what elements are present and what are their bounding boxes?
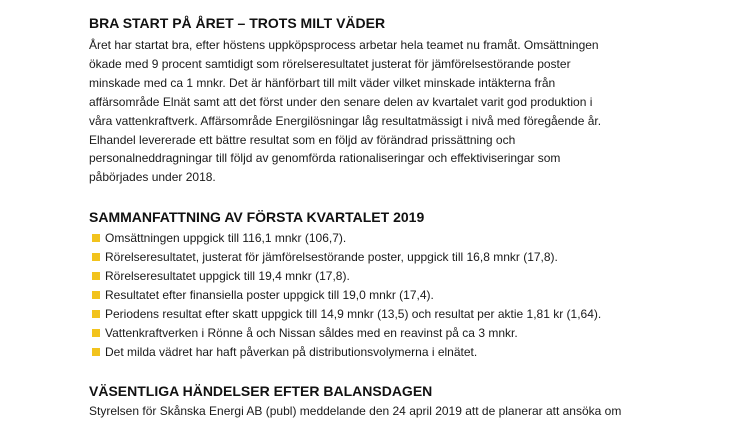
list-item-text: Vattenkraftverken i Rönne å och Nissan såldes med en reavinst på ca 3 mnkr. (105, 326, 518, 340)
section-heading-summary-q1: SAMMANFATTNING AV FÖRSTA KVARTALET 2019 (89, 209, 425, 225)
summary-bullet-list (89, 229, 601, 362)
list-item-text: Periodens resultat efter skatt uppgick till 14,9 mnkr (13,5) och resultat per aktie 1,81 kr (1,64). (105, 307, 602, 321)
list-item-text: Rörelseresultatet, justerat för jämförelsestörande poster, uppgick till 16,8 mnkr (17,8). (105, 250, 558, 264)
list-item (89, 343, 601, 362)
paragraph-line: ökade med 9 procent samtidigt som rörelseresultatet justerat för jämförelsestörande poster (89, 56, 571, 71)
list-item-text: Omsättningen uppgick till 116,1 mnkr (106,7). (105, 231, 347, 245)
paragraph-line: påbörjades under 2018. (89, 170, 216, 185)
list-item (89, 229, 601, 248)
list-item-text: Rörelseresultatet uppgick till 19,4 mnkr (17,8). (105, 269, 350, 283)
square-bullet-icon (92, 253, 100, 261)
list-item (89, 248, 601, 267)
paragraph-line: personalneddragningar till följd av genomförda rationaliseringar och effektiviseringar som (89, 151, 561, 166)
paragraph-line: Elhandel levererade ett bättre resultat som en följd av förändrad prissättning och (89, 132, 516, 147)
square-bullet-icon (92, 310, 100, 318)
square-bullet-icon (92, 272, 100, 280)
section-paragraph-events: Styrelsen för Skånska Energi AB (publ) meddelande den 24 april 2019 att de planerar att ansöka om (89, 404, 622, 418)
section-heading-events-after-balance-date: VÄSENTLIGA HÄNDELSER EFTER BALANSDAGEN (89, 383, 433, 399)
paragraph-line: Året har startat bra, efter höstens uppköpsprocess arbetar hela teamet nu framåt. Omsättningen (89, 38, 599, 52)
section-paragraph-good-start (89, 36, 729, 187)
paragraph-line: minskade med ca 1 mnkr. Det är hänförbart till milt väder vilket minskade intäkterna från (89, 75, 556, 90)
list-item (89, 305, 601, 324)
paragraph-line: affärsområde Elnät samt att det först under den senare delen av kvartalet varit god produktion i (89, 94, 593, 109)
square-bullet-icon (92, 291, 100, 299)
list-item (89, 267, 601, 286)
list-item-text: Det milda vädret har haft påverkan på distributionsvolymerna i elnätet. (105, 345, 478, 359)
list-item (89, 324, 601, 343)
section-heading-good-start: BRA START PÅ ÅRET – TROTS MILT VÄDER (89, 15, 386, 31)
list-item-text: Resultatet efter finansiella poster uppgick till 19,0 mnkr (17,4). (105, 288, 434, 302)
list-item (89, 286, 601, 305)
paragraph-line: våra vattenkraftverk. Affärsområde Energilösningar låg resultatmässigt i nivå med föregående år. (89, 113, 602, 128)
square-bullet-icon (92, 234, 100, 242)
square-bullet-icon (92, 348, 100, 356)
square-bullet-icon (92, 329, 100, 337)
